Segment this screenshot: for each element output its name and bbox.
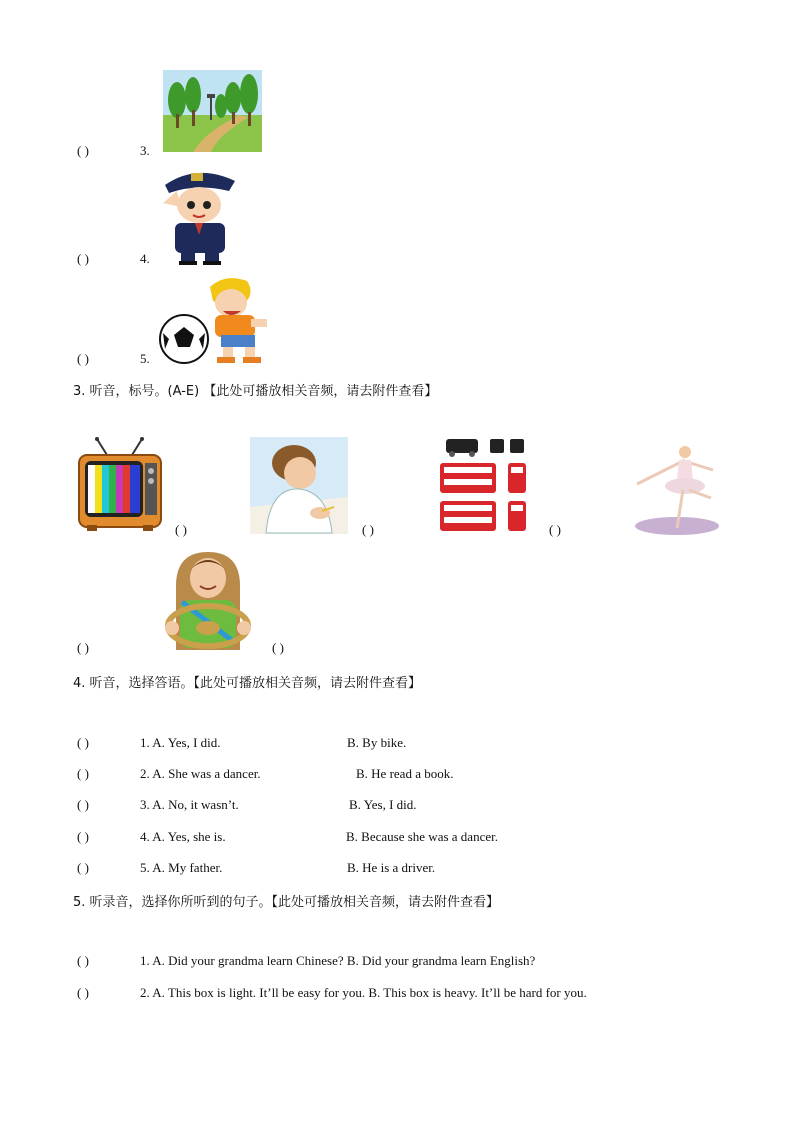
question-5-item-2: 2. A. This box is light. It’ll be easy for you. B. This box is heavy. It’ll be hard for you. [140,985,587,1000]
answer-paren[interactable]: ( ) [549,522,561,537]
question-5-title: 5. 听录音，选择你所听到的句子。【此处可播放相关音频，请去附件查看】 [73,895,500,910]
question-5-item-1: 1. A. Did your grandma learn Chinese? B. Did your grandma learn English? [140,953,536,968]
writing-boy-image [250,437,348,534]
driver-image [158,546,258,650]
question-3-title: 3. 听音，标号。(A-E) 【此处可播放相关音频，请去附件查看】 [73,384,438,399]
answer-paren[interactable]: ( ) [77,251,89,266]
policeman-image [155,163,240,265]
option-a: 5. A. My father. [140,860,223,875]
option-b: B. He read a book. [356,766,454,781]
answer-paren[interactable]: ( ) [77,143,89,158]
answer-paren[interactable]: ( ) [77,985,89,1000]
football-boy-image [155,273,273,365]
answer-paren[interactable]: ( ) [77,640,89,655]
buses-image [438,437,530,534]
option-a: 4. A. Yes, she is. [140,829,226,844]
answer-paren[interactable]: ( ) [362,522,374,537]
tv-image [77,437,162,532]
ballerina-image [627,440,719,535]
option-a: 1. A. Yes, I did. [140,735,221,750]
answer-paren[interactable]: ( ) [272,640,284,655]
question-4-title: 4. 听音，选择答语。【此处可播放相关音频，请去附件查看】 [73,676,422,691]
option-b: B. Yes, I did. [349,797,417,812]
answer-paren[interactable]: ( ) [77,766,89,781]
answer-paren[interactable]: ( ) [77,797,89,812]
answer-paren[interactable]: ( ) [77,953,89,968]
option-b: B. Because she was a dancer. [346,829,498,844]
answer-paren[interactable]: ( ) [175,522,187,537]
item-number: 4. [140,251,150,266]
answer-paren[interactable]: ( ) [77,735,89,750]
answer-paren[interactable]: ( ) [77,860,89,875]
option-b: B. By bike. [347,735,407,750]
option-a: 3. A. No, it wasn’t. [140,797,239,812]
answer-paren[interactable]: ( ) [77,351,89,366]
option-b: B. He is a driver. [347,860,436,875]
item-number: 3. [140,143,150,158]
park-image [163,70,262,152]
answer-paren[interactable]: ( ) [77,829,89,844]
option-a: 2. A. She was a dancer. [140,766,261,781]
item-number: 5. [140,351,150,366]
